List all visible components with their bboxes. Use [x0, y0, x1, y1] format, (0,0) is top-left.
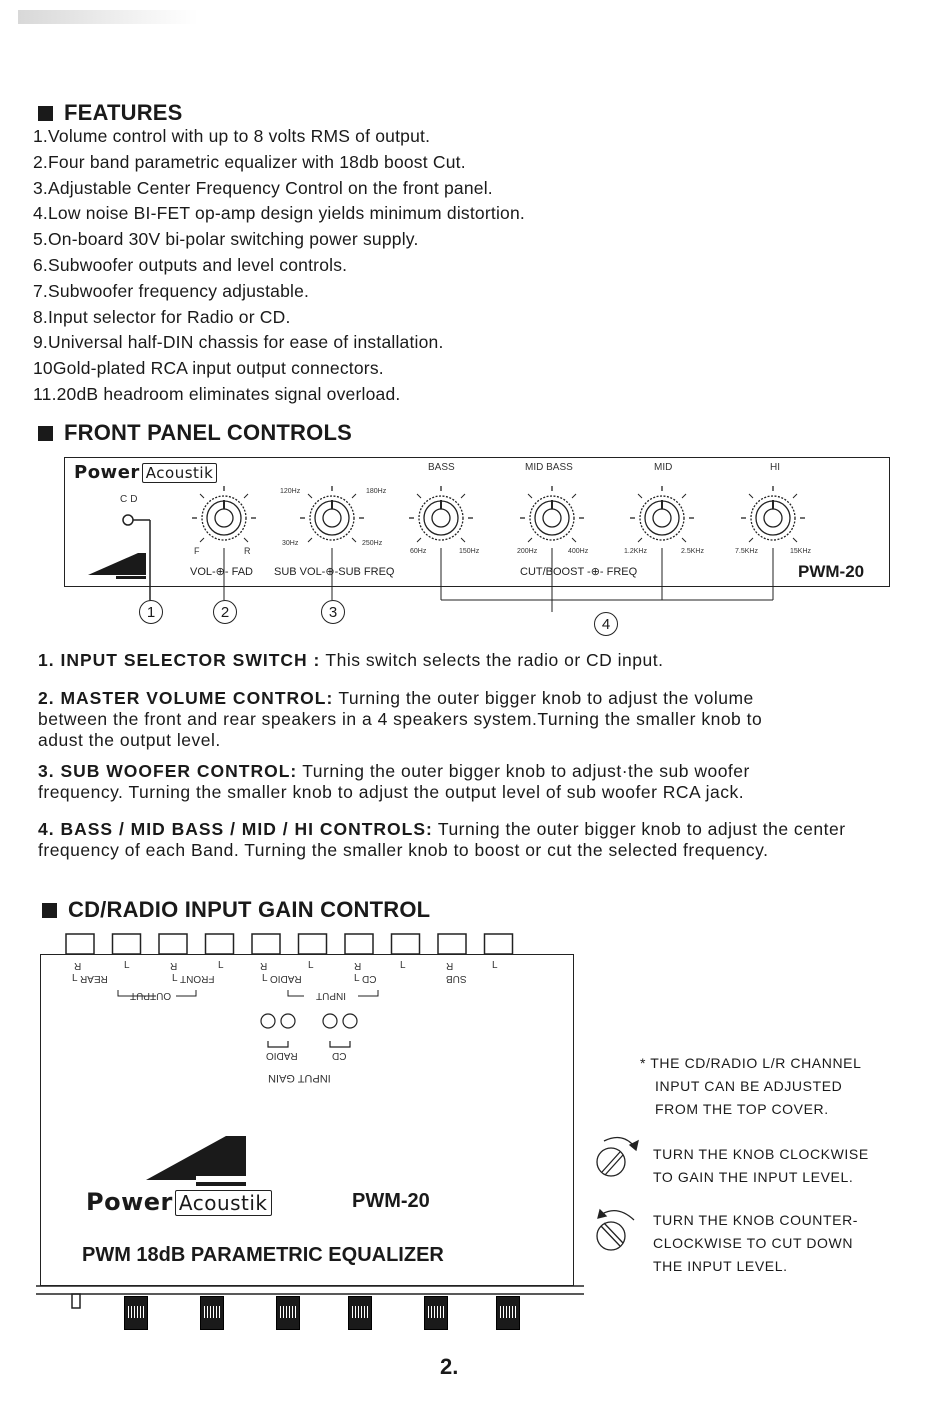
desc-input-selector: 1. INPUT SELECTOR SWITCH : This switch selects the radio or CD input.: [38, 650, 664, 670]
product-name-label: PWM 18dB PARAMETRIC EQUALIZER: [82, 1244, 444, 1266]
feature-item: 7.Subwoofer frequency adjustable.: [33, 280, 310, 301]
rear-channel-label: R: [170, 960, 178, 971]
vol-fad-label: VOL-⊕- FAD: [190, 566, 254, 578]
sub-vol-freq-label: SUB VOL-⊕-SUB FREQ: [274, 566, 395, 578]
rca-jack: [496, 1296, 520, 1330]
cut-boost-freq-label: CUT/BOOST -⊕- FREQ: [520, 566, 638, 578]
freq-label: 60Hz: [410, 548, 427, 555]
cd-jack-label: L CD: [354, 973, 377, 984]
radio-gain-label: RADIO: [266, 1050, 298, 1061]
feature-item: 2.Four band parametric equalizer with 18db boost Cut.: [33, 151, 466, 172]
callout-4: 4: [594, 612, 618, 636]
front-jack-label: L FRONT: [172, 973, 215, 984]
clockwise-knob-icon: [597, 1137, 638, 1176]
chassis-tab: [206, 934, 234, 954]
input-label: INPUT: [316, 990, 346, 1001]
chassis-tab: [485, 934, 513, 954]
chassis-tab: [113, 934, 141, 954]
gain-control-heading: CD/RADIO INPUT GAIN CONTROL: [42, 897, 430, 923]
chassis-tab: [392, 934, 420, 954]
chassis-tab: [252, 934, 280, 954]
rear-channel-label: R: [354, 960, 362, 971]
rear-channel-label: R: [260, 960, 268, 971]
chassis-tab: [438, 934, 466, 954]
rear-unit-diagram: [40, 954, 574, 1286]
desc-sub-woofer: 3. SUB WOOFER CONTROL: Turning the outer bigger knob to adjust·the sub woofer frequency. Turning the smaller knob to adjust the output level of sub woofer RCA jack.: [38, 761, 750, 802]
chassis-tab: [66, 934, 94, 954]
rca-jack: [348, 1296, 372, 1330]
chassis-tab: [345, 934, 373, 954]
callout-1: 1: [139, 600, 163, 624]
gain-note-1: * THE CD/RADIO L/R CHANNEL INPUT CAN BE ADJUSTED FROM THE TOP COVER.: [640, 1055, 862, 1117]
chassis-tab: [159, 934, 187, 954]
feature-item: 11.20dB headroom eliminates signal overload.: [33, 383, 401, 404]
rear-output-labels: R: [74, 960, 82, 971]
rca-jack: [200, 1296, 224, 1330]
freq-label: 15KHz: [790, 548, 812, 555]
callout-3: 3: [321, 600, 345, 624]
radio-jack-label: L RADIO: [262, 973, 302, 984]
gain-note-counter-clockwise: TURN THE KNOB COUNTER- CLOCKWISE TO CUT DOWN THE INPUT LEVEL.: [653, 1212, 859, 1274]
rear-channel-label: L: [218, 960, 224, 971]
cd-gain-label: CD: [332, 1050, 347, 1061]
rear-channel-label: R: [446, 960, 454, 971]
freq-label: 7.5KHz: [735, 548, 758, 555]
features-heading: FEATURES: [38, 100, 183, 126]
rear-channel-label: L: [308, 960, 314, 971]
feature-item: 5.On-board 30V bi-polar switching power supply.: [33, 229, 419, 250]
counter-clockwise-knob-icon: [597, 1210, 634, 1250]
chassis-tabs: [66, 934, 513, 954]
gain-note-clockwise: TURN THE KNOB CLOCKWISE TO GAIN THE INPUT LEVEL.: [653, 1146, 869, 1185]
cd-switch-label: CD: [120, 494, 141, 505]
freq-label: 1.2KHz: [624, 548, 647, 555]
band-label-mid: MID: [654, 462, 673, 473]
unit-brand-logo: Power Acoustik: [86, 1188, 272, 1216]
freq-label: 200Hz: [517, 548, 538, 555]
feature-item: 8.Input selector for Radio or CD.: [33, 306, 291, 327]
fader-front-label: F: [194, 546, 200, 556]
feature-item: 6.Subwoofer outputs and level controls.: [33, 254, 348, 275]
chassis-tab: [299, 934, 327, 954]
feature-item: 10Gold-plated RCA input output connectors.: [33, 358, 384, 379]
rear-channel-label: L: [492, 960, 498, 971]
unit-model-label: PWM-20: [352, 1190, 430, 1212]
freq-label: 30Hz: [282, 540, 299, 547]
freq-label: 150Hz: [459, 548, 480, 555]
rear-channel-label: L: [124, 960, 130, 971]
input-gain-label: INPUT GAIN: [268, 1072, 331, 1084]
page-number: 2.: [440, 1354, 459, 1379]
desc-master-volume: 2. MASTER VOLUME CONTROL: Turning the outer bigger knob to adjust the volume between the front and rear speakers in a 4 speakers system.Turning the smaller knob to adust the output level.: [38, 688, 763, 750]
front-panel-heading: FRONT PANEL CONTROLS: [38, 420, 352, 446]
callout-2: 2: [213, 600, 237, 624]
rear-channel-label: L: [400, 960, 406, 971]
freq-label: 120Hz: [280, 488, 301, 495]
band-label-bass: BASS: [428, 462, 455, 473]
freq-label: 2.5KHz: [681, 548, 704, 555]
feature-item: 1.Volume control with up to 8 volts RMS of output.: [33, 126, 431, 146]
rca-jack: [276, 1296, 300, 1330]
panel-brand-logo: Power Acoustik: [74, 462, 217, 483]
desc-eq-controls: 4. BASS / MID BASS / MID / HI CONTROLS: Turning the outer bigger knob to adjust the center frequency of each Band. Turning the smaller knob to boost or cut the selected frequency.: [38, 819, 846, 860]
rear-jack-label: L REAR: [72, 973, 108, 984]
feature-item: 4.Low noise BI-FET op-amp design yields minimum distortion.: [33, 203, 525, 224]
freq-label: 180Hz: [366, 488, 387, 495]
feature-item: 9.Universal half-DIN chassis for ease of installation.: [33, 332, 444, 353]
band-label-hi: HI: [770, 462, 780, 473]
freq-label: 250Hz: [362, 540, 383, 547]
fader-rear-label: R: [244, 546, 251, 556]
panel-model-label: PWM-20: [798, 562, 865, 581]
rca-jack: [124, 1296, 148, 1330]
rca-jack: [424, 1296, 448, 1330]
output-label: OUTPUT: [130, 990, 172, 1001]
band-label-mid-bass: MID BASS: [525, 462, 573, 473]
freq-label: 400Hz: [568, 548, 589, 555]
sub-jack-label: SUB: [446, 973, 467, 984]
feature-item: 3.Adjustable Center Frequency Control on the front panel.: [33, 177, 493, 198]
